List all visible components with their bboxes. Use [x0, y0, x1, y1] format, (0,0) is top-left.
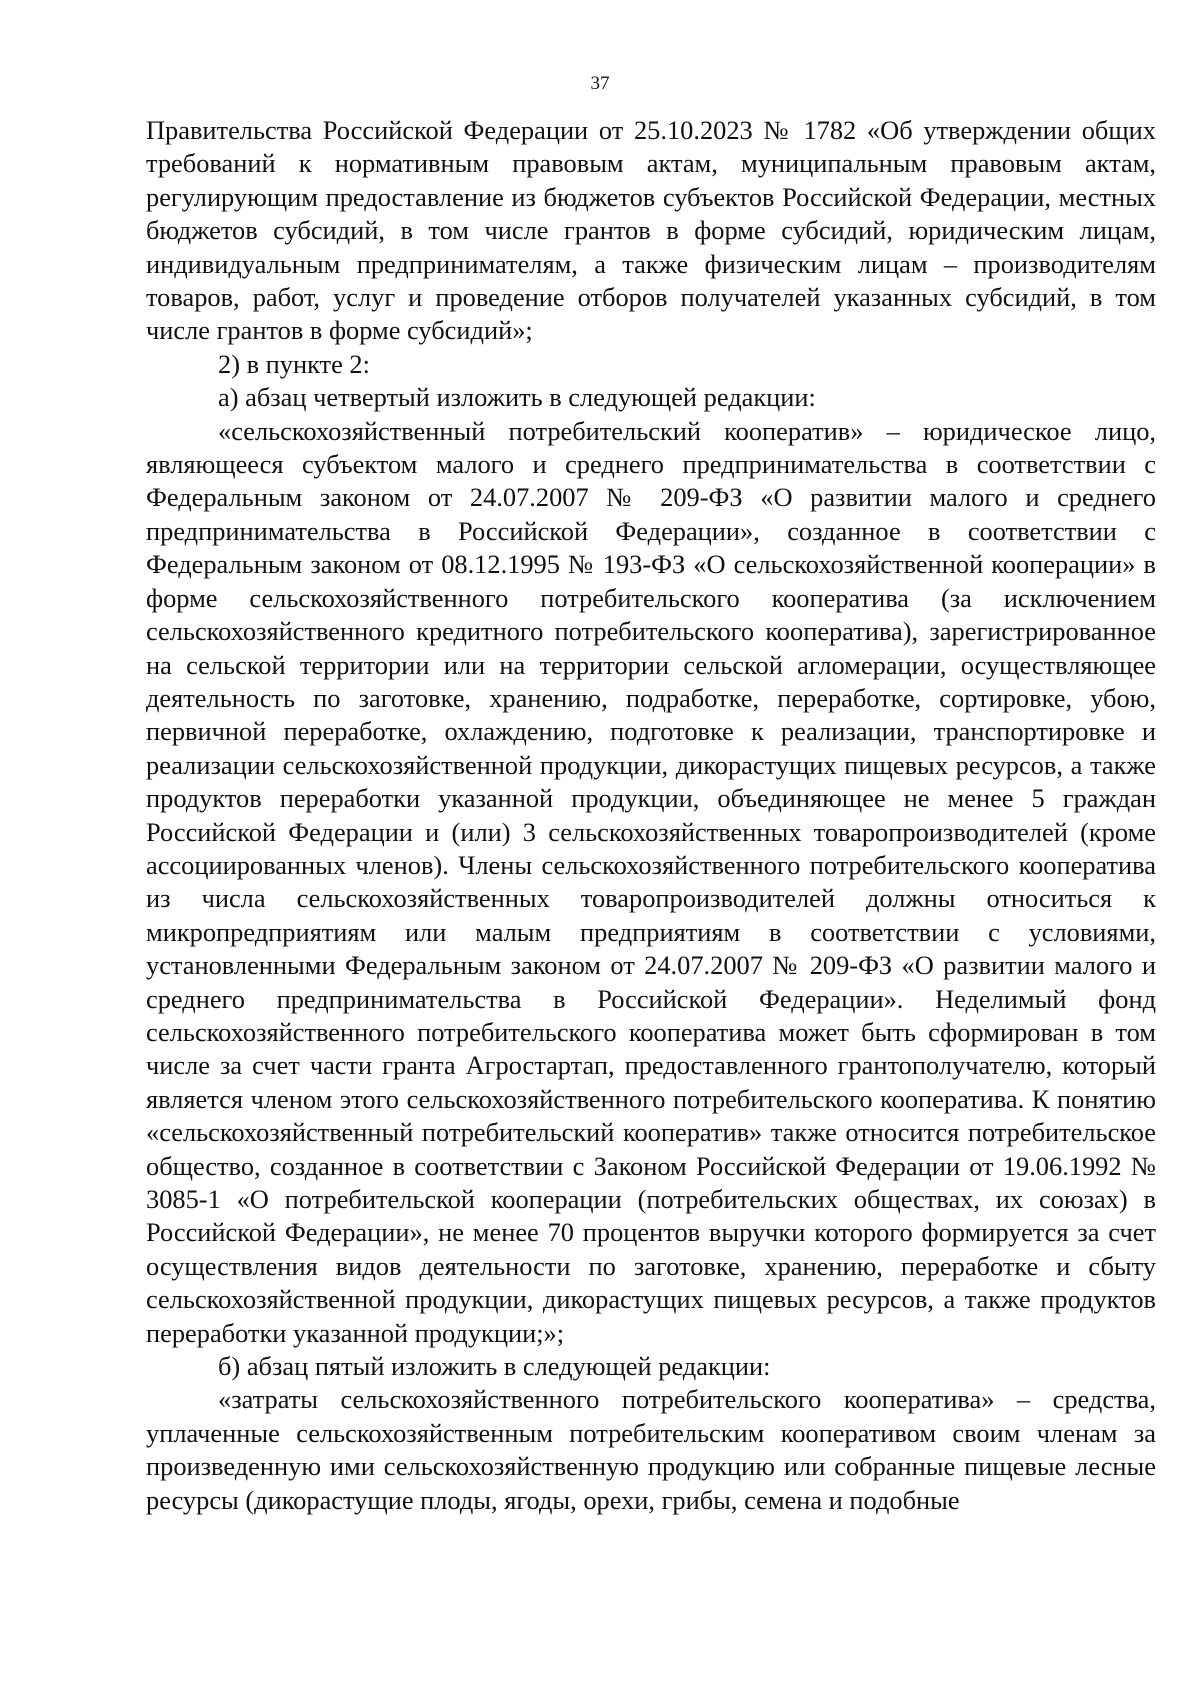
paragraph-subitem-b: б) абзац пятый изложить в следующей редакции:	[218, 1351, 771, 1382]
document-body	[146, 114, 1156, 1517]
paragraph-subitem-a: а) абзац четвертый изложить в следующей редакции:	[218, 382, 816, 413]
paragraph-definition-costs: «затраты сельскохозяйственного потребительского кооператива» – средства, уплаченные сельскохозяйственным потребительским кооперативом своим членам за произведенную ими сельскохозяйственную продукцию или собранные пищевые лесные ресурсы (дикорастущие плоды, ягоды, орехи, грибы, семена и подобные	[146, 1384, 1156, 1515]
paragraph-definition-cooperative: «сельскохозяйственный потребительский кооператив» – юридическое лицо, являющееся субъектом малого и среднего предпринимательства в соответствии с Федеральным законом от 24.07.2007 № 209-ФЗ «О развитии малого и среднего предпринимательства в Российской Федерации», созданное в соответствии с Федеральным законом от 08.12.1995 № 193-ФЗ «О сельскохозяйственной кооперации» в форме сельскохозяйственного потребительского кооператива (за исключением сельскохозяйственного кредитного потребительского кооператива), зарегистрированное на сельской территории или на территории сельской агломерации, осуществляющее деятельность по заготовке, хранению, подработке, переработке, сортировке, убою, первичной переработке, охлаждению, подготовке к реализации, транспортировке и реализации сельскохозяйственной продукции, дикорастущих пищевых ресурсов, а также продуктов переработки указанной продукции, объединяющее не менее 5 граждан Российской Федерации и (или) 3 сельскохозяйственных товаропроизводителей (кроме ассоциированных членов). Члены сельскохозяйственного потребительского кооператива из числа сельскохозяйственных товаропроизводителей должны относиться к микропредприятиям или малым предприятиям в соответствии с условиями, установленными Федеральным законом от 24.07.2007 № 209-ФЗ «О развитии малого и среднего предпринимательства в Российской Федерации». Неделимый фонд сельскохозяйственного потребительского кооператива может быть сформирован в том числе за счет части гранта Агростартап, предоставленного грантополучателю, который является членом этого сельскохозяйственного потребительского кооператива. К понятию «сельскохозяйственный потребительский кооператив» также относится потребительское общество, созданное в соответствии с Законом Российской Федерации от 19.06.1992 № 3085-1 «О потребительской кооперации (потребительских обществах, их союзах) в Российской Федерации», не менее 70 процентов выручки которого формируется за счет осуществления видов деятельности по заготовке, хранению, переработке и сбыту сельскохозяйственной продукции, дикорастущих пищевых ресурсов, а также продуктов переработки указанной продукции;»;	[146, 415, 1156, 1348]
paragraph-continuation: Правительства Российской Федерации от 25.10.2023 № 1782 «Об утверждении общих требований к нормативным правовым актам, муниципальным правовым актам, регулирующим предоставление из бюджетов субъектов Российской Федерации, местных бюджетов субсидий, в том числе грантов в форме субсидий, юридическим лицам, индивидуальным предпринимателям, а также физическим лицам – производителям товаров, работ, услуг и проведение отборов получателей указанных субсидий, в том числе грантов в форме субсидий»;	[146, 115, 1156, 346]
paragraph-item-2: 2) в пункте 2:	[218, 348, 370, 379]
page-number: 37	[590, 73, 610, 94]
